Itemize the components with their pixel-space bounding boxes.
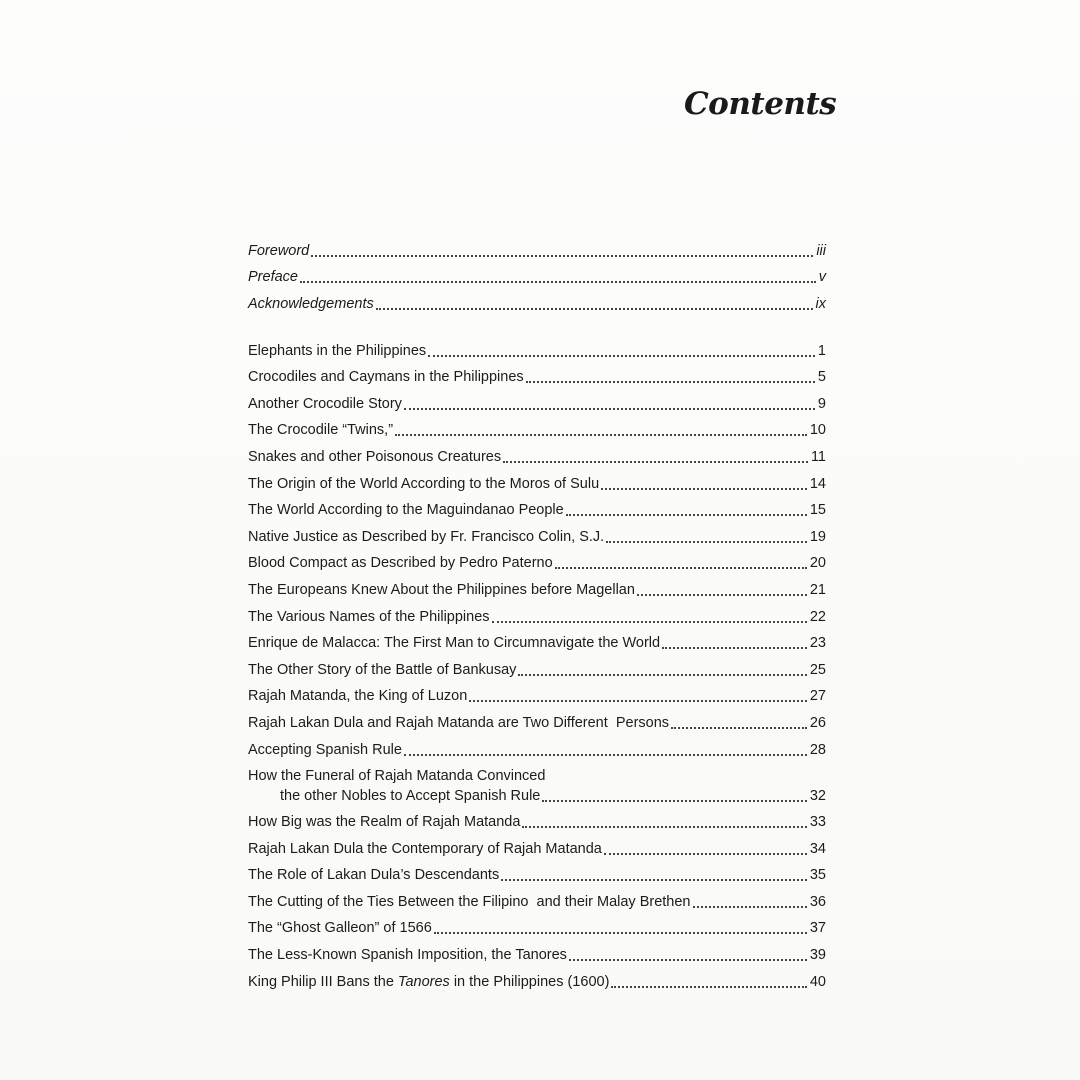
toc-page-number: iii: [816, 242, 826, 259]
toc-entry-label: Elephants in the Philippines: [248, 342, 427, 359]
toc-page-number: 37: [809, 920, 826, 937]
leader-dots: [311, 255, 813, 257]
toc-page-number: 10: [809, 422, 826, 439]
toc-page-number: 39: [809, 947, 826, 964]
toc-entry-label: Another Crocodile Story: [248, 395, 402, 412]
toc-entry-label: Rajah Lakan Dula the Contemporary of Rajah Matanda: [248, 840, 602, 857]
toc-entry-label: King Philip III Bans the Tanores in the Philippines (1600): [248, 973, 610, 990]
toc-page-number: 15: [809, 502, 826, 519]
toc-page-number: 33: [809, 814, 826, 831]
toc-page-number: 11: [810, 448, 826, 465]
leader-dots: [428, 355, 815, 357]
leader-dots: [601, 488, 807, 490]
toc-entry: [248, 805, 826, 832]
leader-dots: [555, 567, 807, 569]
toc-entry-label-continued: the other Nobles to Accept Spanish Rule: [280, 787, 541, 804]
toc-entry-label: Blood Compact as Described by Pedro Paterno: [248, 555, 553, 572]
chapter-list: [248, 333, 826, 991]
toc-entry-label: Accepting Spanish Rule: [248, 741, 402, 758]
toc-page-number: 20: [809, 555, 826, 572]
leader-dots: [542, 800, 807, 802]
toc-entry: [248, 546, 826, 573]
leader-dots: [518, 674, 806, 676]
toc-page-number: 27: [809, 688, 826, 705]
toc-page-number: 35: [809, 867, 826, 884]
leader-dots: [604, 853, 807, 855]
leader-dots: [503, 461, 808, 463]
toc-entry-label: The World According to the Maguindanao People: [248, 502, 564, 519]
toc-entry: [248, 652, 826, 679]
leader-dots: [693, 906, 807, 908]
toc-page-number: 1: [817, 342, 826, 359]
leader-dots: [662, 647, 807, 649]
leader-dots: [300, 281, 816, 283]
toc-page-number: 22: [809, 608, 826, 625]
leader-dots: [395, 434, 807, 436]
leader-dots: [469, 700, 807, 702]
toc-entry: [248, 519, 826, 546]
toc-entry-label: Crocodiles and Caymans in the Philippines: [248, 369, 524, 386]
toc-page-number: 5: [817, 369, 826, 386]
toc-page-number: 36: [809, 893, 826, 910]
leader-dots: [404, 754, 807, 756]
toc-entry: [248, 884, 826, 911]
toc-entry: [248, 466, 826, 493]
leader-dots: [569, 959, 807, 961]
toc-entry-label: The Europeans Knew About the Philippines before Magellan: [248, 581, 635, 598]
toc-entry-label: The Crocodile “Twins,”: [248, 422, 394, 439]
toc-entry: [248, 413, 826, 440]
toc-entry-label: Preface: [248, 269, 298, 286]
toc-entry-label: Enrique de Malacca: The First Man to Circumnavigate the World: [248, 635, 661, 652]
toc-entry-preface: [248, 260, 826, 287]
toc-entry: [248, 732, 826, 759]
toc-entry-acknowledgements: [248, 286, 826, 313]
toc-entry: [248, 679, 826, 706]
toc-entry-label: Rajah Matanda, the King of Luzon: [248, 688, 468, 705]
toc-entry: [248, 572, 826, 599]
toc-entry-label: The Role of Lakan Dula’s Descendants: [248, 867, 500, 884]
toc-entry-label: How the Funeral of Rajah Matanda Convinced: [248, 767, 546, 784]
toc-entry: [248, 333, 826, 360]
front-matter-list: [248, 233, 826, 313]
toc-entry: [248, 831, 826, 858]
page-title: Contents: [684, 86, 837, 122]
leader-dots: [522, 826, 806, 828]
toc-entry-label: The Cutting of the Ties Between the Filipino and their Malay Brethen: [248, 893, 691, 910]
toc-entry-label: Rajah Lakan Dula and Rajah Matanda are Two Different Persons: [248, 714, 670, 731]
toc-page-number: v: [818, 269, 826, 286]
toc-page-number: 25: [809, 661, 826, 678]
toc-entry: [248, 911, 826, 938]
toc-page-number: 23: [809, 635, 826, 652]
leader-dots: [606, 541, 807, 543]
leader-dots: [376, 308, 813, 310]
toc-entry: [248, 599, 826, 626]
toc-entry-label: The Origin of the World According to the Moros of Sulu: [248, 475, 600, 492]
toc-page-number: 21: [809, 581, 826, 598]
toc-entry-label: The “Ghost Galleon” of 1566: [248, 920, 432, 937]
toc-entry-label: Acknowledgements: [248, 295, 374, 312]
toc-entry: [248, 964, 826, 991]
toc-page-number: 28: [809, 741, 826, 758]
toc-page-number: 26: [809, 714, 826, 731]
leader-dots: [434, 932, 807, 934]
toc-entry: [248, 937, 826, 964]
toc-entry: [248, 626, 826, 653]
toc-entry-label: Snakes and other Poisonous Creatures: [248, 448, 502, 465]
toc-entry: [248, 386, 826, 413]
toc-page-number: ix: [815, 295, 826, 312]
toc-page-number: 14: [809, 475, 826, 492]
toc-entry-label: Native Justice as Described by Fr. Francisco Colin, S.J.: [248, 528, 605, 545]
leader-dots: [492, 621, 807, 623]
toc-entry-label: Foreword: [248, 242, 310, 259]
leader-dots: [501, 879, 807, 881]
toc-entry-label: The Various Names of the Philippines: [248, 608, 490, 625]
toc-entry-label: How Big was the Realm of Rajah Matanda: [248, 814, 521, 831]
leader-dots: [526, 381, 815, 383]
leader-dots: [404, 408, 815, 410]
toc-page-number: 19: [809, 528, 826, 545]
toc-entry: [248, 858, 826, 885]
toc-entry: [248, 360, 826, 387]
toc-entry-label: The Less-Known Spanish Imposition, the Tanores: [248, 947, 567, 964]
toc-entry: [248, 493, 826, 520]
leader-dots: [611, 986, 806, 988]
toc-entry: [248, 705, 826, 732]
toc-entry: [248, 439, 826, 466]
toc-page-number: 9: [817, 395, 826, 412]
leader-dots: [637, 594, 807, 596]
leader-dots: [566, 514, 807, 516]
toc-page-number: 34: [809, 840, 826, 857]
emphasis-text: Tanores: [397, 973, 450, 990]
toc-entry: [248, 759, 826, 805]
toc-page-number: 32: [809, 787, 826, 804]
toc-entry-label: The Other Story of the Battle of Bankusay: [248, 661, 517, 678]
toc-page-number: 40: [809, 973, 826, 990]
leader-dots: [671, 727, 807, 729]
toc-entry-foreword: [248, 233, 826, 260]
